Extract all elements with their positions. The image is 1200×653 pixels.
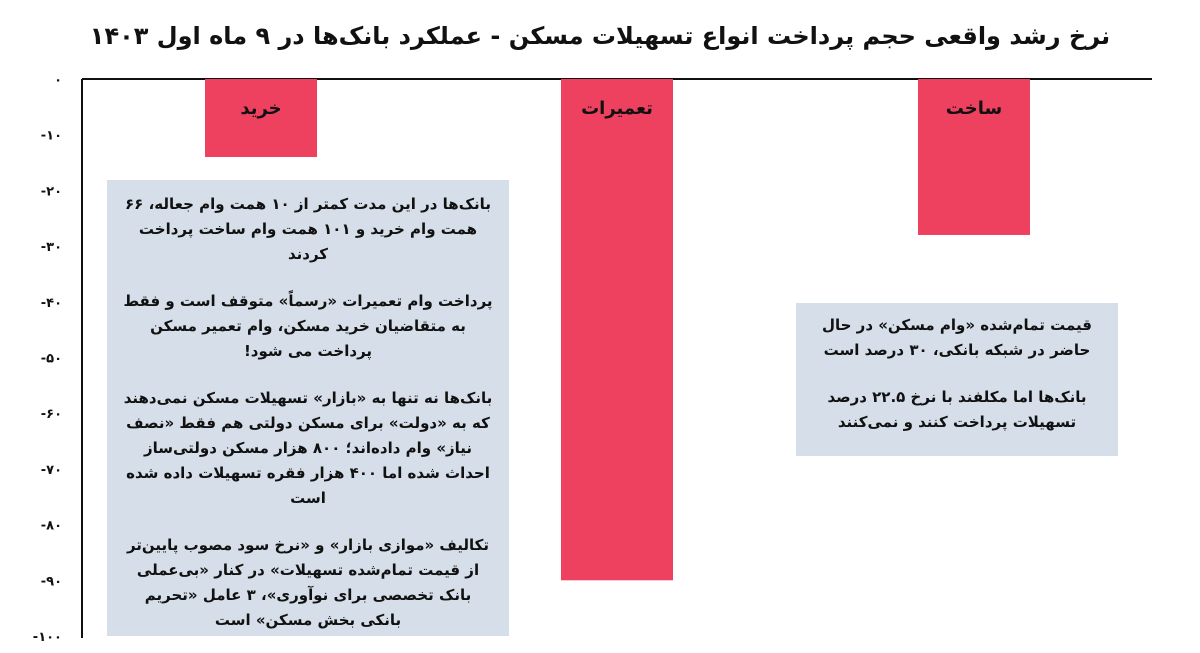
y-tick-label: ۰ [54,73,62,88]
chart-title: نرخ رشد واقعی حجم پرداخت انواع تسهیلات مسکن - عملکرد بانک‌ها در ۹ ماه اول ۱۴۰۳ [89,22,1111,50]
note-paragraph: قیمت تمام‌شده «وام مسکن» در حال حاضر در شبکه بانکی، ۳۰ درصد است [822,316,1092,359]
note-paragraph: پرداخت وام تعمیرات «رسماً» متوقف است و فقط به متقاضیان خرید مسکن، وام تعمیر مسکن پرداخت می شود! [123,292,493,360]
note-box-right [796,303,1118,456]
bar-category-label: ساخت [945,98,1003,119]
note-paragraph: تکالیف «موازی بازار» و «نرخ سود مصوب پایین‌تر از قیمت تمام‌شده تسهیلات» در کنار «بی‌عملی بانک تخصصی برای نوآوری»، ۳ عامل «تحریم بانکی بخش مسکن» است [126,536,490,629]
y-tick-label: -۵۰ [40,351,62,367]
note-paragraph: بانک‌ها اما مکلفند با نرخ ۲۲.۵ درصد تسهیلات پرداخت کنند و نمی‌کنند [827,388,1087,431]
y-tick-label: -۹۰ [40,574,62,590]
bar-category-label: خرید [240,98,282,119]
y-tick-label: -۴۰ [40,295,62,311]
y-tick-label: -۱۰ [40,128,62,144]
bar [561,79,673,580]
note-paragraph: بانک‌ها نه تنها به «بازار» تسهیلات مسکن نمی‌دهند که به «دولت» برای مسکن دولتی هم فقط «نصف نیاز» وام داده‌اند؛ ۸۰۰ هزار مسکن دولتی‌ساز احداث شده اما ۴۰۰ هزار فقره تسهیلات داده شده است [123,389,493,507]
note-paragraph: بانک‌ها در این مدت کمتر از ۱۰ همت وام جعاله، ۶۶ همت وام خرید و ۱۰۱ همت وام ساخت پرداخت کردند [125,195,491,263]
y-tick-label: -۶۰ [40,407,62,423]
note-box-left [107,180,509,636]
y-tick-label: -۸۰ [40,518,62,534]
y-tick-label: -۳۰ [40,240,62,256]
bar-category-label: تعمیرات [581,98,653,119]
y-tick-label: -۱۰۰ [32,630,62,645]
y-tick-label: -۲۰ [40,184,62,200]
y-tick-label: -۷۰ [40,462,62,478]
